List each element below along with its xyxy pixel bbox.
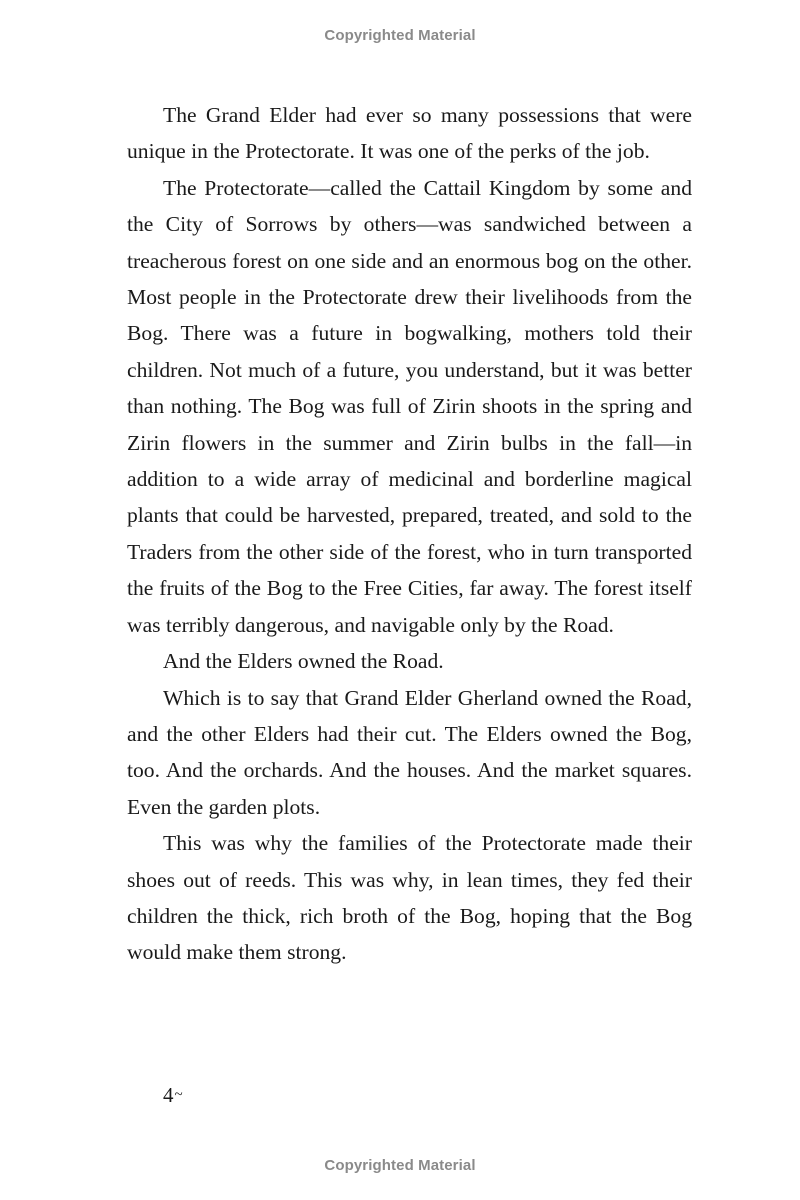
page-ornament: ~ (174, 1087, 183, 1103)
body-text (127, 97, 692, 971)
paragraph-5: This was why the families of the Protectorate made their shoes out of reeds. This was why, in lean times, they fed their children the thick, rich broth of the Bog, hoping that the Bog would make them strong. (127, 831, 692, 965)
paragraph-4: Which is to say that Grand Elder Gherland owned the Road, and the other Elders had their cut. The Elders owned the Bog, too. And the orchards. And the houses. And the market squares. Even the garden plots. (127, 685, 692, 819)
copyright-watermark-bottom: Copyrighted Material (324, 1157, 476, 1174)
paragraph-3: And the Elders owned the Road. (163, 649, 444, 674)
copyright-watermark-top: Copyrighted Material (324, 27, 476, 44)
paragraph-1: The Grand Elder had ever so many possessions that were unique in the Protectorate. It was one of the perks of the job. (127, 103, 692, 164)
paragraph-2: The Protectorate—called the Cattail Kingdom by some and the City of Sorrows by others—was sandwiched between a treacherous forest on one side and an enormous bog on the other. Most people in the Protectorate drew their livelihoods from the Bog. There was a future in bogwalking, mothers told their children. Not much of a future, you understand, but it was better than nothing. The Bog was full of Zirin shoots in the spring and Zirin flowers in the summer and Zirin bulbs in the fall—in addition to a wide array of medicinal and borderline magical plants that could be harvested, prepared, treated, and sold to the Traders from the other side of the forest, who in turn transported the fruits of the Bog to the Free Cities, far away. The forest itself was terribly dangerous, and navigable only by the Road. (127, 175, 692, 637)
page-footer (163, 1083, 183, 1108)
page-number: 4 (163, 1083, 174, 1107)
